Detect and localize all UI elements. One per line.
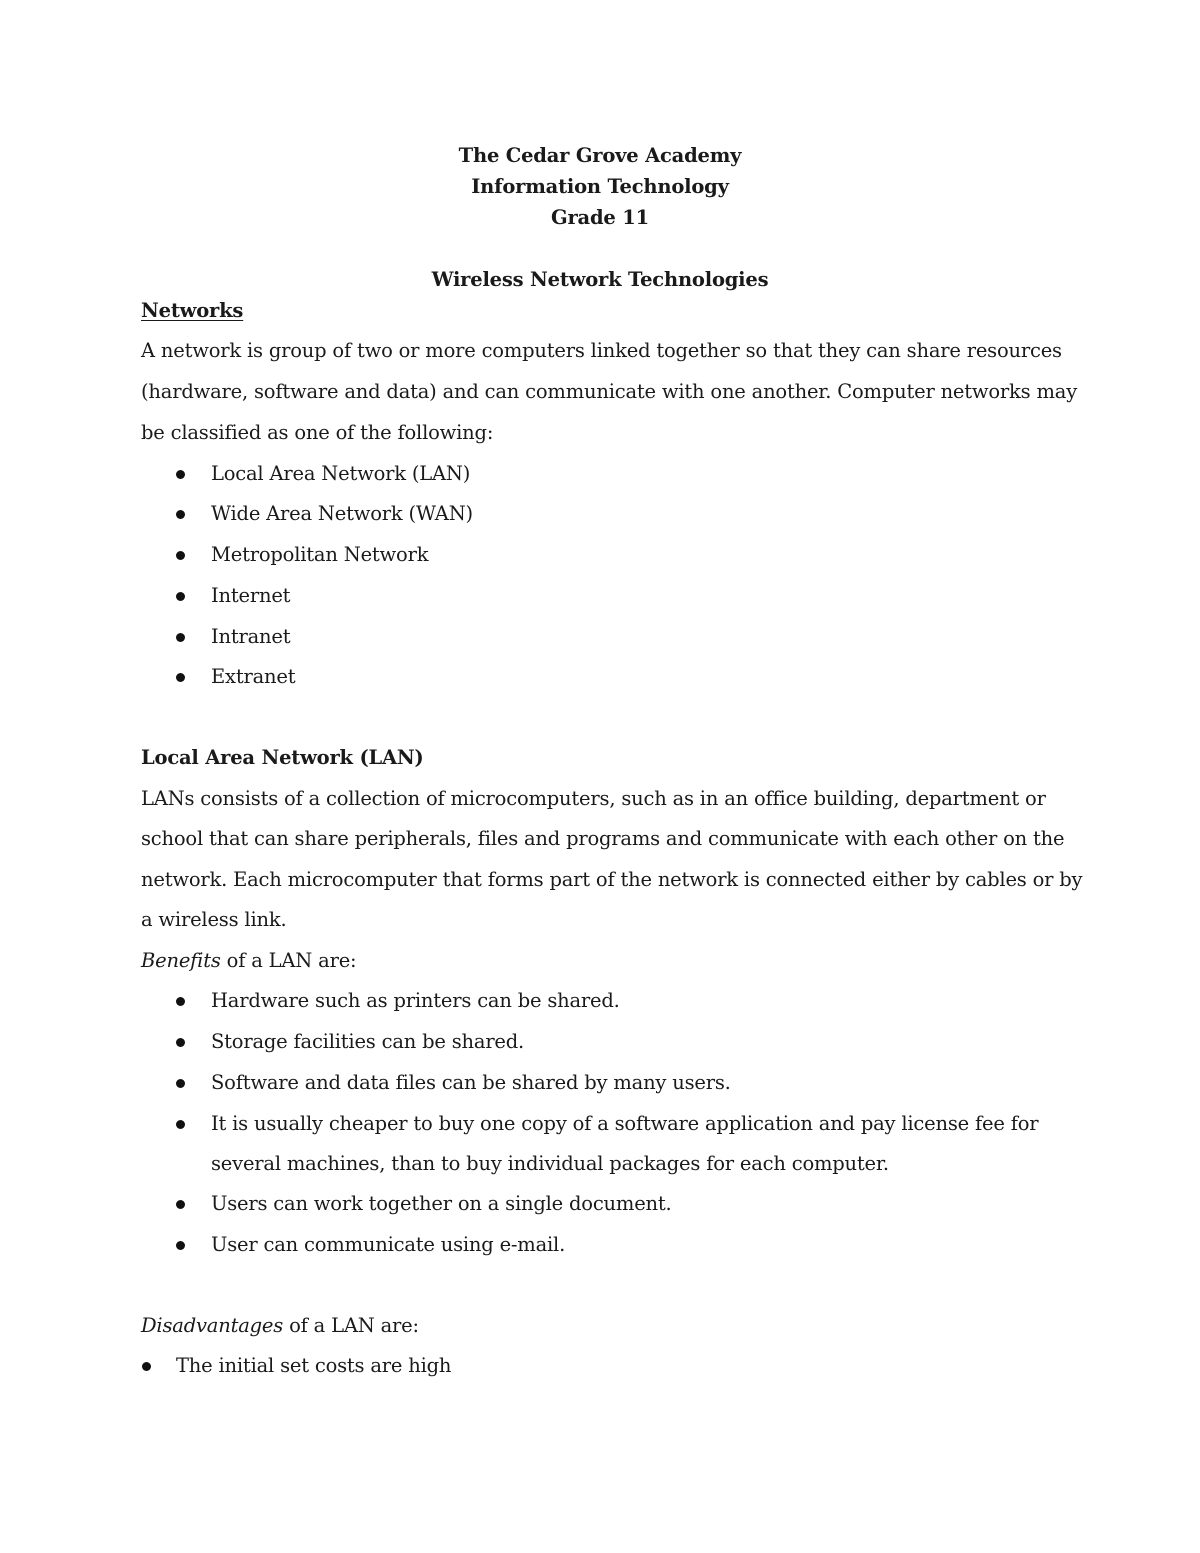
list-item-text: Local Area Network (LAN) bbox=[211, 462, 471, 485]
networks-paragraph-line: A network is group of two or more computers linked together so that they can share resources bbox=[141, 339, 1062, 362]
bullet-icon bbox=[176, 551, 185, 560]
list-item-text: Wide Area Network (WAN) bbox=[211, 502, 473, 525]
networks-heading: Networks bbox=[141, 299, 244, 322]
lan-paragraph-line: network. Each microcomputer that forms part of the network is connected either by cables or by bbox=[141, 868, 1083, 891]
bullet-icon bbox=[176, 1038, 185, 1047]
bullet-icon bbox=[176, 1120, 185, 1129]
lan-heading: Local Area Network (LAN) bbox=[141, 746, 424, 769]
bullet-icon bbox=[176, 1200, 185, 1209]
list-item-text: Users can work together on a single document. bbox=[211, 1192, 672, 1215]
list-item-text: Internet bbox=[211, 584, 291, 607]
bullet-icon bbox=[176, 1241, 185, 1250]
list-item-text: several machines, than to buy individual packages for each computer. bbox=[211, 1152, 889, 1175]
disadvantages-intro bbox=[141, 1312, 419, 1340]
list-item-text: It is usually cheaper to buy one copy of a software application and pay license fee for bbox=[211, 1112, 1039, 1135]
bullet-icon bbox=[176, 1079, 185, 1088]
list-item-text: Intranet bbox=[211, 625, 291, 648]
benefits-intro bbox=[141, 947, 356, 975]
lan-paragraph-line: a wireless link. bbox=[141, 908, 287, 931]
list-item-text: The initial set costs are high bbox=[176, 1354, 452, 1377]
bullet-icon bbox=[176, 510, 185, 519]
networks-paragraph-line: (hardware, software and data) and can communicate with one another. Computer networks may bbox=[141, 380, 1078, 403]
list-item-text: Software and data files can be shared by many users. bbox=[211, 1071, 731, 1094]
subject-title: Information Technology bbox=[471, 175, 729, 198]
disadvantages-intro-text: of a LAN are: bbox=[283, 1314, 419, 1337]
disadvantages-label: Disadvantages bbox=[141, 1314, 284, 1337]
topic-title: Wireless Network Technologies bbox=[431, 268, 769, 291]
list-item-text: Hardware such as printers can be shared. bbox=[211, 989, 620, 1012]
list-item-text: User can communicate using e-mail. bbox=[211, 1233, 566, 1256]
grade-label: Grade 11 bbox=[551, 206, 649, 229]
bullet-icon bbox=[176, 673, 185, 682]
bullet-icon bbox=[176, 592, 185, 601]
list-item-text: Metropolitan Network bbox=[211, 543, 429, 566]
bullet-icon bbox=[176, 470, 185, 479]
lan-paragraph-line: school that can share peripherals, files and programs and communicate with each other on the bbox=[141, 827, 1065, 850]
bullet-icon bbox=[176, 633, 185, 642]
lan-paragraph-line: LANs consists of a collection of microcomputers, such as in an office building, department or bbox=[141, 787, 1046, 810]
list-item-text: Storage facilities can be shared. bbox=[211, 1030, 525, 1053]
networks-paragraph-line: be classified as one of the following: bbox=[141, 421, 494, 444]
school-name: The Cedar Grove Academy bbox=[458, 144, 742, 167]
bullet-icon bbox=[142, 1362, 151, 1371]
bullet-icon bbox=[176, 997, 185, 1006]
list-item-text: Extranet bbox=[211, 665, 296, 688]
benefits-label: Benefits bbox=[141, 949, 221, 972]
benefits-intro-text: of a LAN are: bbox=[220, 949, 357, 972]
